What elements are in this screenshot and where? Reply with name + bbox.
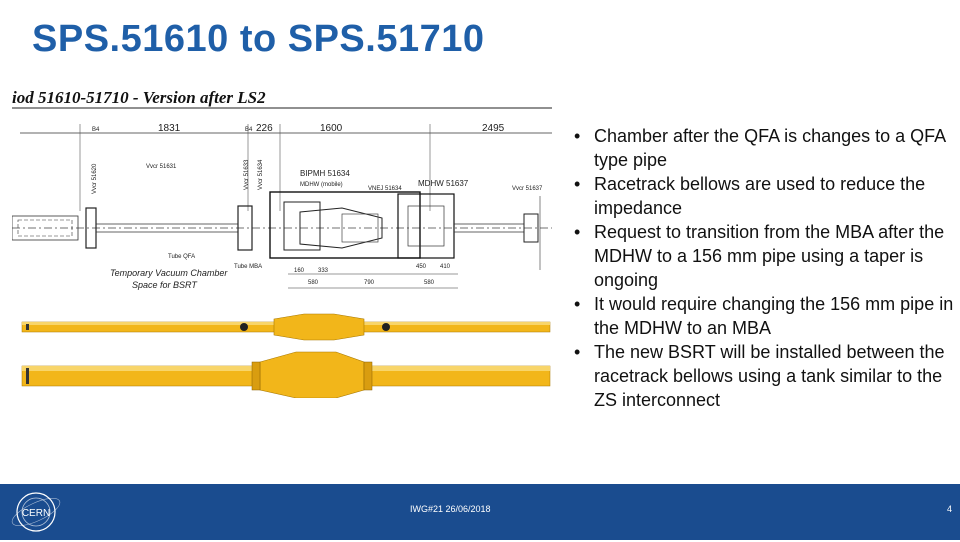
label-tube-mba: Tube MBA bbox=[234, 264, 263, 270]
pipe-render-upper bbox=[22, 314, 550, 340]
footer-text: IWG#21 26/06/2018 bbox=[410, 504, 491, 514]
label-mdhw-mobile: MDHW (mobile) bbox=[300, 182, 343, 188]
dim-580-right: 580 bbox=[424, 280, 435, 286]
vacuum-layout-figure bbox=[12, 86, 554, 398]
dim-580-left: 580 bbox=[308, 280, 319, 286]
drawing-heading: iod 51610-51710 - Version after LS2 bbox=[12, 88, 266, 107]
technical-drawing bbox=[12, 88, 552, 290]
label-vvcr-51634: Vvcr 51634 bbox=[258, 159, 264, 190]
pipe-render-lower bbox=[22, 352, 550, 398]
dim-790: 790 bbox=[364, 280, 375, 286]
svg-text:CERN: CERN bbox=[21, 508, 51, 519]
dim-410: 410 bbox=[440, 264, 451, 270]
dim-450: 450 bbox=[416, 264, 427, 270]
label-tube-qfa: Tube QFA bbox=[168, 254, 196, 260]
page-number: 4 bbox=[946, 504, 952, 514]
label-bipmh: BIPMH 51634 bbox=[300, 169, 350, 178]
bullet-item: • It would require changing the 156 mm pipe in the MDHW to an MBA bbox=[574, 292, 956, 340]
dim-b4-right: B4 bbox=[245, 127, 253, 133]
bullet-list bbox=[574, 124, 956, 412]
slide-title: SPS.51610 to SPS.51710 bbox=[32, 18, 485, 60]
dim-226: 226 bbox=[256, 123, 273, 134]
label-temp-chamber: Temporary Vacuum Chamber bbox=[110, 268, 228, 278]
label-vvcr-right: Vvcr 51637 bbox=[512, 186, 543, 192]
dim-b4-left: B4 bbox=[92, 127, 100, 133]
dim-1600: 1600 bbox=[320, 123, 343, 134]
label-space-bsrt: Space for BSRT bbox=[132, 280, 197, 290]
cern-logo bbox=[6, 487, 66, 537]
label-vvcr-51633: Vvcr 51633 bbox=[244, 159, 250, 190]
label-vvcr-left: Vvcr 51631 bbox=[146, 164, 177, 170]
bullet-item: • Chamber after the QFA is changes to a QFA type pipe bbox=[574, 124, 956, 172]
bullet-item: • Racetrack bellows are used to reduce the impedance bbox=[574, 172, 956, 220]
dim-2495: 2495 bbox=[482, 123, 505, 134]
label-vvcr-51620: Vvcr 51620 bbox=[92, 163, 98, 194]
dim-333: 333 bbox=[318, 268, 329, 274]
label-mdhw: MDHW 51637 bbox=[418, 179, 469, 188]
bullet-item: • The new BSRT will be installed between the racetrack bellows using a tank similar to the ZS interconnect bbox=[574, 340, 956, 412]
dim-160: 160 bbox=[294, 268, 305, 274]
footer-bar bbox=[0, 484, 960, 540]
label-vnej: VNEJ 51634 bbox=[368, 186, 402, 192]
bullet-item: • Request to transition from the MBA after the MDHW to a 156 mm pipe using a taper is ongoing bbox=[574, 220, 956, 292]
dim-1831: 1831 bbox=[158, 123, 181, 134]
